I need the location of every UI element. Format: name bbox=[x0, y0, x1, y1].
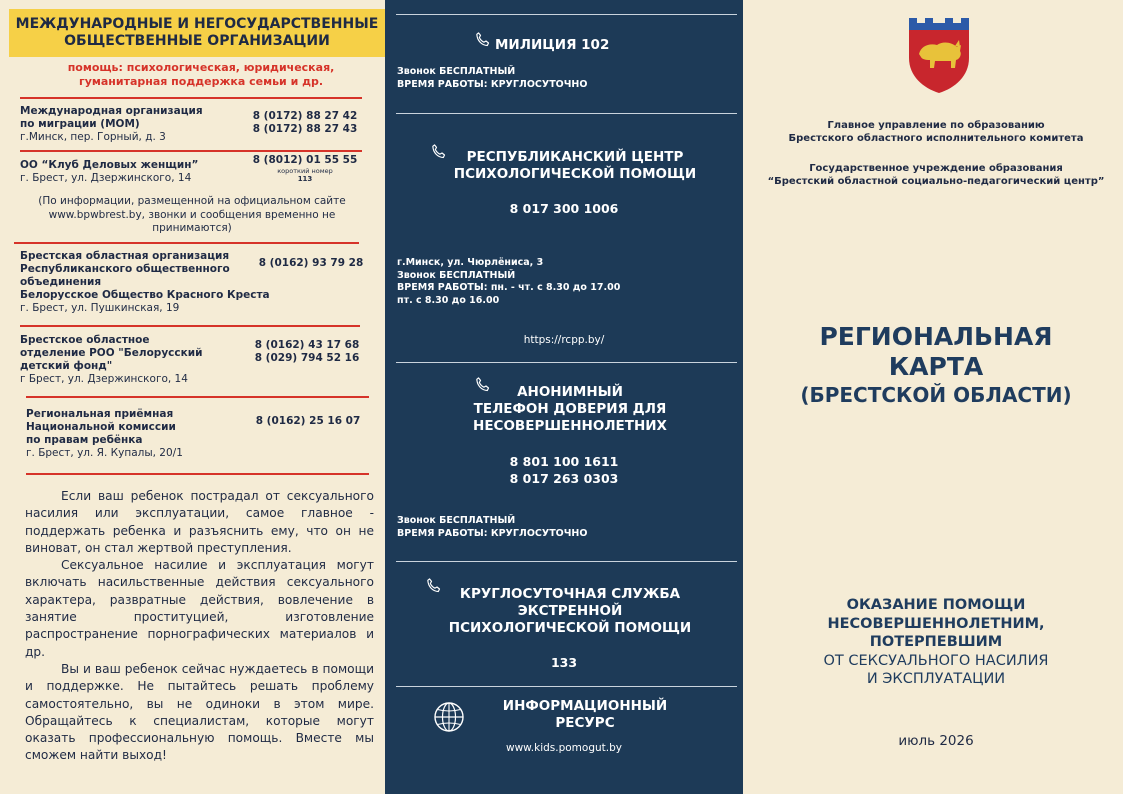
rcpp-link[interactable]: https://rcpp.by/ bbox=[523, 334, 605, 346]
org-name-line: ОО “Клуб Деловых женщин” bbox=[20, 159, 199, 171]
title-line: РЕСУРС bbox=[555, 715, 615, 731]
info-line: ВРЕМЯ РАБОТЫ: КРУГЛОСУТОЧНО bbox=[397, 527, 588, 539]
org-address: г. Брест, ул. Дзержинского, 14 bbox=[20, 172, 192, 184]
middle-panel bbox=[385, 0, 743, 794]
anon-phones bbox=[385, 453, 743, 487]
divider bbox=[20, 97, 362, 99]
section-header bbox=[9, 9, 385, 57]
title-line: АНОНИМНЫЙ bbox=[517, 384, 623, 400]
info-resource-link[interactable]: www.kids.pomogut.by bbox=[505, 742, 622, 754]
anon-info bbox=[397, 515, 587, 540]
divider bbox=[396, 113, 737, 114]
rcpp-info bbox=[397, 257, 620, 307]
subtitle-line: ПОТЕРПЕВШИМ bbox=[869, 634, 1003, 650]
org-name-line: отделение РОО "Белорусский bbox=[20, 347, 203, 359]
title-line: ПСИХОЛОГИЧЕСКОЙ ПОМОЩИ bbox=[448, 620, 692, 636]
advice-paragraph: Сексуальное насилие и эксплуатация могут включать насильственные действия сексуального характера, развратные действия, вовлечение в занятие проституцией, изготовление распространение порнографических материалов и др. bbox=[25, 558, 374, 659]
gov-line: Брестского областного исполнительного комитета bbox=[788, 133, 1084, 144]
short-number-label: короткий номер bbox=[277, 167, 333, 175]
org-address: г. Брест, ул. Я. Купалы, 20/1 bbox=[26, 447, 183, 459]
org-name-line: Региональная приёмная bbox=[26, 408, 174, 420]
info-line: г.Минск, ул. Чюрлёниса, 3 bbox=[397, 257, 544, 268]
org-address: г Брест, ул. Дзержинского, 14 bbox=[20, 373, 188, 385]
title-line: ЭКСТРЕННОЙ bbox=[517, 603, 623, 619]
help-types-line-1: помощь: психологическая, юридическая, bbox=[67, 61, 335, 74]
rcpp-phone[interactable]: 8 017 300 1006 bbox=[509, 201, 619, 216]
globe-icon bbox=[432, 700, 466, 734]
phone-number: 8 (029) 794 52 16 bbox=[254, 352, 360, 364]
emergency-title bbox=[425, 586, 715, 637]
divider bbox=[396, 561, 737, 562]
title-line: ПСИХОЛОГИЧЕСКОЙ ПОМОЩИ bbox=[453, 166, 697, 182]
coat-of-arms-icon bbox=[905, 14, 973, 94]
subtitle-line: ОКАЗАНИЕ ПОМОЩИ bbox=[846, 597, 1026, 613]
rcpp-title bbox=[435, 149, 715, 183]
org-name-line: Брестское областное bbox=[20, 334, 150, 346]
org-name-line: объединения bbox=[20, 276, 102, 288]
org-red-cross bbox=[20, 250, 270, 315]
gov-line: “Брестский областной социально-педагогический центр” bbox=[767, 176, 1105, 187]
title-line: ИНФОРМАЦИОННЫЙ bbox=[502, 698, 668, 714]
title-line: РЕГИОНАЛЬНАЯ bbox=[819, 322, 1053, 351]
info-line: пт. с 8.30 до 16.00 bbox=[397, 294, 500, 306]
title-line: КРУГЛОСУТОЧНАЯ СЛУЖБА bbox=[459, 586, 681, 602]
org-address: г. Брест, ул. Пушкинская, 19 bbox=[20, 302, 180, 314]
org-name-line: Международная организация bbox=[20, 105, 203, 117]
divider bbox=[26, 473, 369, 475]
info-line: Звонок БЕСПЛАТНЫЙ bbox=[397, 66, 516, 77]
info-line: Звонок БЕСПЛАТНЫЙ bbox=[397, 515, 516, 526]
page-subtitle bbox=[763, 596, 1109, 689]
org-phones bbox=[250, 154, 360, 183]
info-resource-title bbox=[465, 698, 705, 732]
title-line: (БРЕСТСКОЙ ОБЛАСТИ) bbox=[800, 383, 1072, 407]
org-phones bbox=[253, 415, 363, 428]
title-line: НЕСОВЕРШЕННОЛЕТНИХ bbox=[473, 418, 667, 434]
divider bbox=[26, 396, 369, 398]
advice-text bbox=[25, 488, 374, 765]
divider bbox=[20, 325, 360, 327]
divider bbox=[396, 686, 737, 687]
divider bbox=[396, 362, 737, 363]
org-name-line: детский фонд" bbox=[20, 360, 113, 372]
org-business-women bbox=[20, 159, 240, 185]
phone-number: 8 (8012) 01 55 55 bbox=[252, 154, 358, 166]
gov-line: Государственное учреждение образования bbox=[809, 163, 1063, 174]
org-address: г.Минск, пер. Горный, д. 3 bbox=[20, 131, 166, 143]
phone-number[interactable]: 8 017 263 0303 bbox=[509, 471, 619, 486]
subtitle-line: НЕСОВЕРШЕННОЛЕТНИМ, bbox=[827, 615, 1045, 632]
phone-number: 8 (0172) 88 27 43 bbox=[252, 123, 358, 135]
phone-number: 8 (0162) 25 16 07 bbox=[255, 415, 361, 427]
divider bbox=[20, 150, 362, 152]
subtitle-line: И ЭКСПЛУАТАЦИИ bbox=[866, 671, 1006, 687]
left-panel bbox=[0, 0, 385, 794]
site-note: (По информации, размещенной на официальном сайте www.bpwbrest.by, звонки и сообщения временно не принимаются) bbox=[38, 195, 346, 234]
org-childrens-fund bbox=[20, 334, 240, 386]
info-line: ВРЕМЯ РАБОТЫ: КРУГЛОСУТОЧНО bbox=[397, 78, 588, 90]
org-childrens-rights bbox=[26, 408, 246, 460]
phone-number: 8 (0172) 88 27 42 bbox=[252, 110, 358, 122]
title-line: ТЕЛЕФОН ДОВЕРИЯ ДЛЯ bbox=[473, 401, 667, 417]
org-name-line: Брестская областная организация bbox=[20, 250, 230, 262]
title-line: КАРТА bbox=[888, 352, 984, 381]
advice-paragraph: Если ваш ребенок пострадал от сексуального насилия или эксплуатации, самое главное - поддержать ребенка и разъяснить ему, что он не виноват, он стал жертвой преступления. bbox=[25, 489, 374, 555]
org-phones bbox=[252, 339, 362, 365]
advice-paragraph: Вы и ваш ребенок сейчас нуждаетесь в помощи и поддержке. Не пытайтесь решать проблему самостоятельно, вы не одиноки в этом мире. Обращайтесь к специалистам, которые могут оказать профессиональную помощь. Вместе мы сможем найти выход! bbox=[25, 661, 374, 763]
gov-institution bbox=[763, 162, 1109, 188]
info-line: ВРЕМЯ РАБОТЫ: пн. - чт. с 8.30 до 17.00 bbox=[397, 282, 621, 293]
org-name-line: по миграции (МОМ) bbox=[20, 118, 140, 130]
help-types bbox=[20, 61, 382, 89]
divider bbox=[14, 242, 359, 244]
police-title: МИЛИЦИЯ 102 bbox=[495, 37, 610, 53]
publication-date: июль 2026 bbox=[898, 733, 974, 749]
header-line-1: МЕЖДУНАРОДНЫЕ И НЕГОСУДАРСТВЕННЫЕ bbox=[15, 16, 379, 32]
phone-number: 8 (0162) 43 17 68 bbox=[254, 339, 360, 351]
header-line-2: ОБЩЕСТВЕННЫЕ ОРГАНИЗАЦИИ bbox=[64, 33, 330, 49]
title-line: РЕСПУБЛИКАНСКИЙ ЦЕНТР bbox=[466, 149, 684, 165]
subtitle-line: ОТ СЕКСУАЛЬНОГО НАСИЛИЯ bbox=[823, 652, 1049, 669]
phone-icon bbox=[473, 30, 493, 50]
org-name-line: Белорусское Общество Красного Креста bbox=[20, 289, 270, 301]
phone-number: 8 (0162) 93 79 28 bbox=[258, 257, 364, 269]
page-title bbox=[763, 322, 1109, 408]
org-phones bbox=[250, 110, 360, 136]
org-iom bbox=[20, 105, 220, 144]
emergency-phone[interactable]: 133 bbox=[550, 655, 578, 670]
right-panel bbox=[743, 0, 1123, 794]
org-phones bbox=[256, 257, 366, 270]
police-info bbox=[397, 66, 587, 91]
info-line: Звонок БЕСПЛАТНЫЙ bbox=[397, 269, 516, 281]
anon-title bbox=[425, 384, 715, 435]
gov-department bbox=[763, 119, 1109, 145]
gov-line: Главное управление по образованию bbox=[827, 120, 1045, 131]
org-name-line: Республиканского общественного bbox=[20, 263, 230, 275]
help-types-line-2: гуманитарная поддержка семьи и др. bbox=[78, 75, 324, 88]
short-number: 113 bbox=[297, 175, 313, 183]
phone-number[interactable]: 8 801 100 1611 bbox=[509, 454, 619, 469]
org-name-line: Национальной комиссии bbox=[26, 421, 176, 433]
divider bbox=[396, 14, 737, 15]
org-name-line: по правам ребёнка bbox=[26, 434, 143, 446]
